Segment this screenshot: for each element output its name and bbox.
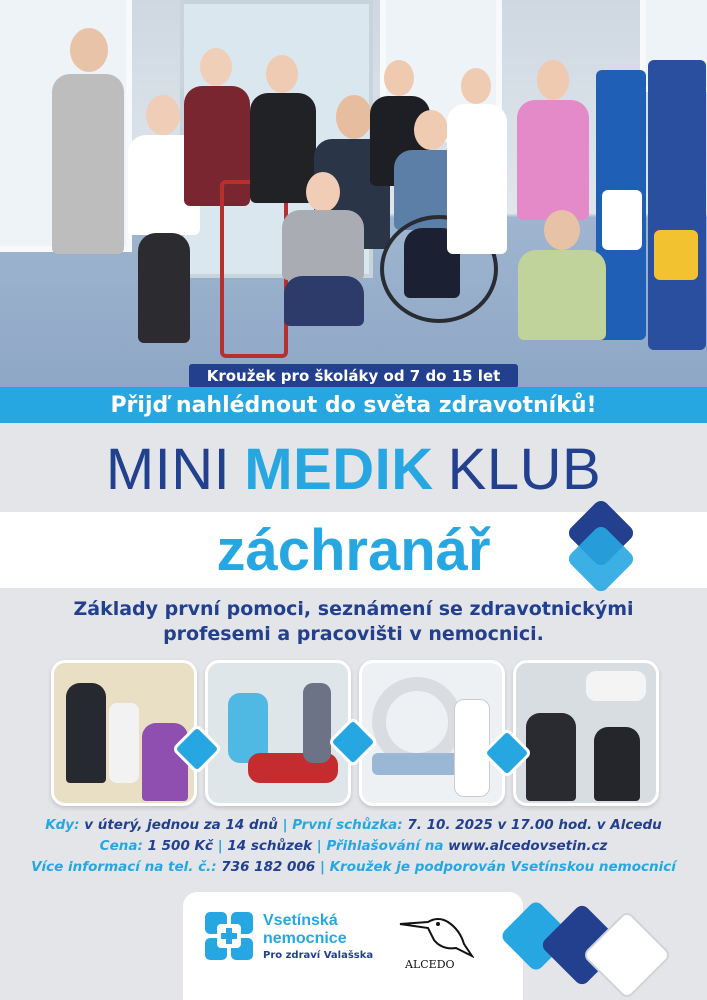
- signup-link[interactable]: www.alcedovsetin.cz: [448, 838, 608, 854]
- price-value: 1 500 Kč: [147, 838, 213, 854]
- kingfisher-bird-icon: [398, 910, 474, 958]
- description-line2: profesemi a pracovišti v nemocnici.: [163, 623, 544, 645]
- title-mini: MINI: [105, 436, 231, 502]
- info-line-contact: Více informací na tel. č.: 736 182 006 | Kroužek je podporován Vsetínskou nemocnicí: [31, 859, 676, 875]
- title-medik: MEDIK: [244, 436, 434, 502]
- hospital-tagline: Pro zdraví Valašska: [263, 950, 374, 961]
- diamond-logo-icon: [556, 500, 646, 596]
- page-title: [0, 428, 707, 510]
- info-line-schedule: Kdy: v úterý, jednou za 14 dnů | První schůzka: 7. 10. 2025 v 17.00 hod. v Alcedu: [45, 817, 662, 833]
- title-klub: KLUB: [447, 436, 602, 502]
- phone-number[interactable]: 736 182 006: [221, 859, 316, 875]
- when-label: Kdy:: [45, 817, 80, 833]
- photo-first-aid: [205, 660, 351, 806]
- when-value: v úterý, jednou za 14 dnů: [84, 817, 278, 833]
- alcedo-name: ALCEDO: [405, 958, 455, 971]
- signup-label: Přihlašování na: [326, 838, 444, 854]
- more-info-label: Více informací na tel. č.:: [31, 859, 217, 875]
- support-note: Kroužek je podporován Vsetínskou nemocnicí: [329, 859, 676, 875]
- price-label: Cena:: [99, 838, 143, 854]
- photo-bandaging: [51, 660, 197, 806]
- info-line-price: Cena: 1 500 Kč | 14 schůzek | Přihlašování na www.alcedovsetin.cz: [99, 838, 608, 854]
- hero-photo: [0, 0, 707, 388]
- photo-ct-scanner: [359, 660, 505, 806]
- subtitle: záchranář: [216, 517, 491, 583]
- description: [40, 597, 667, 647]
- diamond-decoration-icon: [490, 895, 660, 1000]
- slogan: Přijď nahlédnout do světa zdravotníků!: [0, 387, 707, 423]
- first-meeting-label: První schůzka:: [292, 817, 403, 833]
- hospital-name: Vsetínská nemocnice: [263, 912, 347, 947]
- description-line1: Základy první pomoci, seznámení se zdravotnickými: [73, 598, 634, 620]
- age-range-label: Kroužek pro školáky od 7 do 15 let: [189, 364, 518, 388]
- logo-card: [183, 892, 523, 1000]
- meetings-count: 14 schůzek: [227, 838, 313, 854]
- hospital-cross-icon: [203, 910, 255, 962]
- first-meeting-value: 7. 10. 2025 v 17.00 hod. v Alcedu: [407, 817, 662, 833]
- photo-xray-lamp: [513, 660, 659, 806]
